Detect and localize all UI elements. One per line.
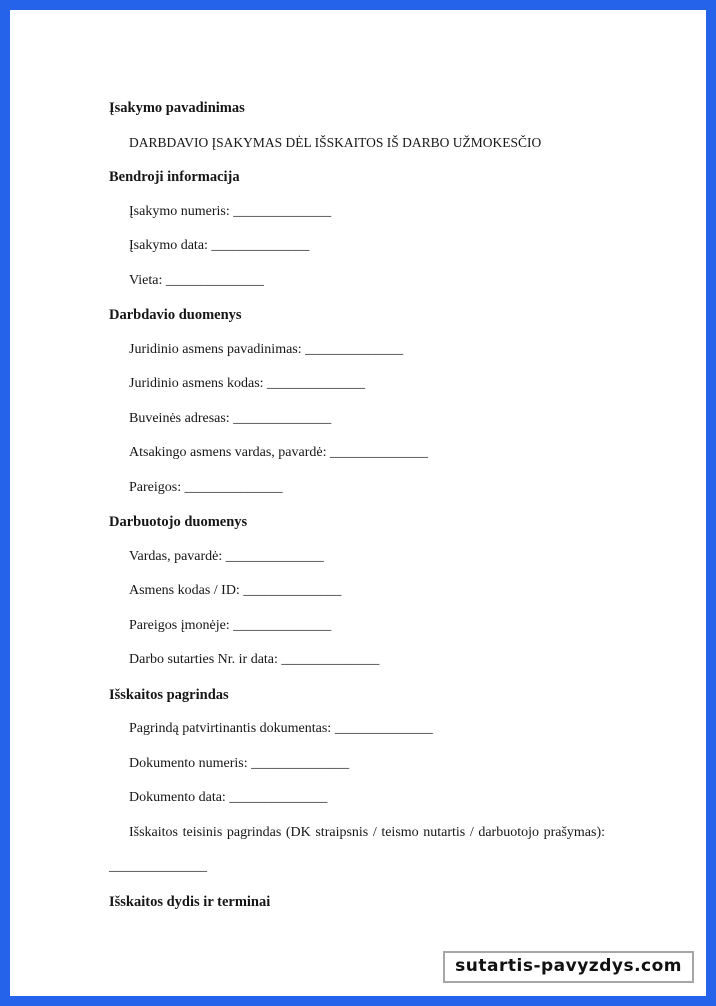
form-field-line (109, 579, 605, 603)
watermark-badge (443, 951, 694, 983)
form-field-line (109, 786, 605, 810)
field-blank-line: ______________ (267, 376, 366, 391)
form-field-line (109, 441, 605, 465)
field-label: Vieta: (129, 272, 163, 288)
field-label: Asmens kodas / ID: (129, 583, 240, 598)
field-label: Pagrindą patvirtinantis dokumentas: (129, 721, 332, 736)
section-heading: Darbdavio duomenys (109, 307, 242, 323)
field-label: Pareigos: (129, 479, 182, 495)
field-label: Darbo sutarties Nr. ir data: (129, 652, 278, 667)
section-heading: Išskaitos pagrindas (109, 686, 229, 703)
field-blank-line: ______________ (305, 341, 404, 357)
form-field-line (109, 476, 605, 500)
section-heading: Išskaitos dydis ir terminai (109, 893, 271, 910)
field-label: Įsakymo data: (129, 238, 208, 253)
section-heading: Bendroji informacija (109, 169, 240, 185)
field-blank-line: ______________ (184, 479, 283, 495)
form-field-line (109, 717, 605, 741)
field-blank-line: ______________ (233, 203, 332, 219)
field-label: Juridinio asmens pavadinimas: (129, 341, 302, 357)
field-blank-line: ______________ (225, 548, 324, 564)
field-label: Atsakingo asmens vardas, pavardė: (129, 445, 327, 460)
document-content (10, 10, 706, 914)
field-blank-line: ______________ (330, 445, 428, 460)
order-title: DARBDAVIO ĮSAKYMAS DĖL IŠSKAITOS IŠ DARBO UŽMOKESČIO (129, 134, 542, 150)
field-blank-line: ______________ (211, 238, 310, 253)
field-label: Buveinės adresas: (129, 410, 230, 426)
legal-basis-paragraph: Išskaitos teisinis pagrindas (DK straipsnis / teismo nutartis / darbuotojo prašymas): (129, 824, 605, 840)
form-field-line (109, 614, 605, 638)
section-heading: Darbuotojo duomenys (109, 514, 248, 530)
field-blank-line: ______________ (233, 617, 332, 633)
field-blank-line: ______________ (229, 790, 328, 805)
field-blank-line: ______________ (165, 272, 264, 288)
form-field-line (109, 200, 605, 224)
field-blank-line: ______________ (233, 410, 332, 426)
field-label: Pareigos įmonėje: (129, 617, 230, 633)
form-field-line (109, 338, 605, 362)
form-field-line (109, 234, 605, 258)
form-field-line (109, 372, 605, 396)
field-label: Įsakymo numeris: (129, 203, 230, 219)
field-label: Dokumento data: (129, 790, 226, 805)
field-blank-line: ______________ (334, 721, 433, 736)
field-blank-line: ______________ (243, 583, 342, 598)
section-heading: Įsakymo pavadinimas (109, 100, 245, 116)
field-blank-line: ______________ (251, 755, 350, 771)
form-field-line (109, 752, 605, 776)
watermark-label: sutartis-pavyzdys.com (455, 956, 682, 976)
form-field-line (109, 545, 605, 569)
blank-continuation-line: ______________ (109, 859, 207, 874)
form-field-line (109, 269, 605, 293)
field-label: Dokumento numeris: (129, 755, 248, 771)
field-blank-line: ______________ (281, 652, 380, 667)
form-field-line (109, 648, 605, 672)
form-field-line (109, 407, 605, 431)
field-label: Juridinio asmens kodas: (129, 376, 264, 391)
field-label: Vardas, pavardė: (129, 548, 223, 564)
